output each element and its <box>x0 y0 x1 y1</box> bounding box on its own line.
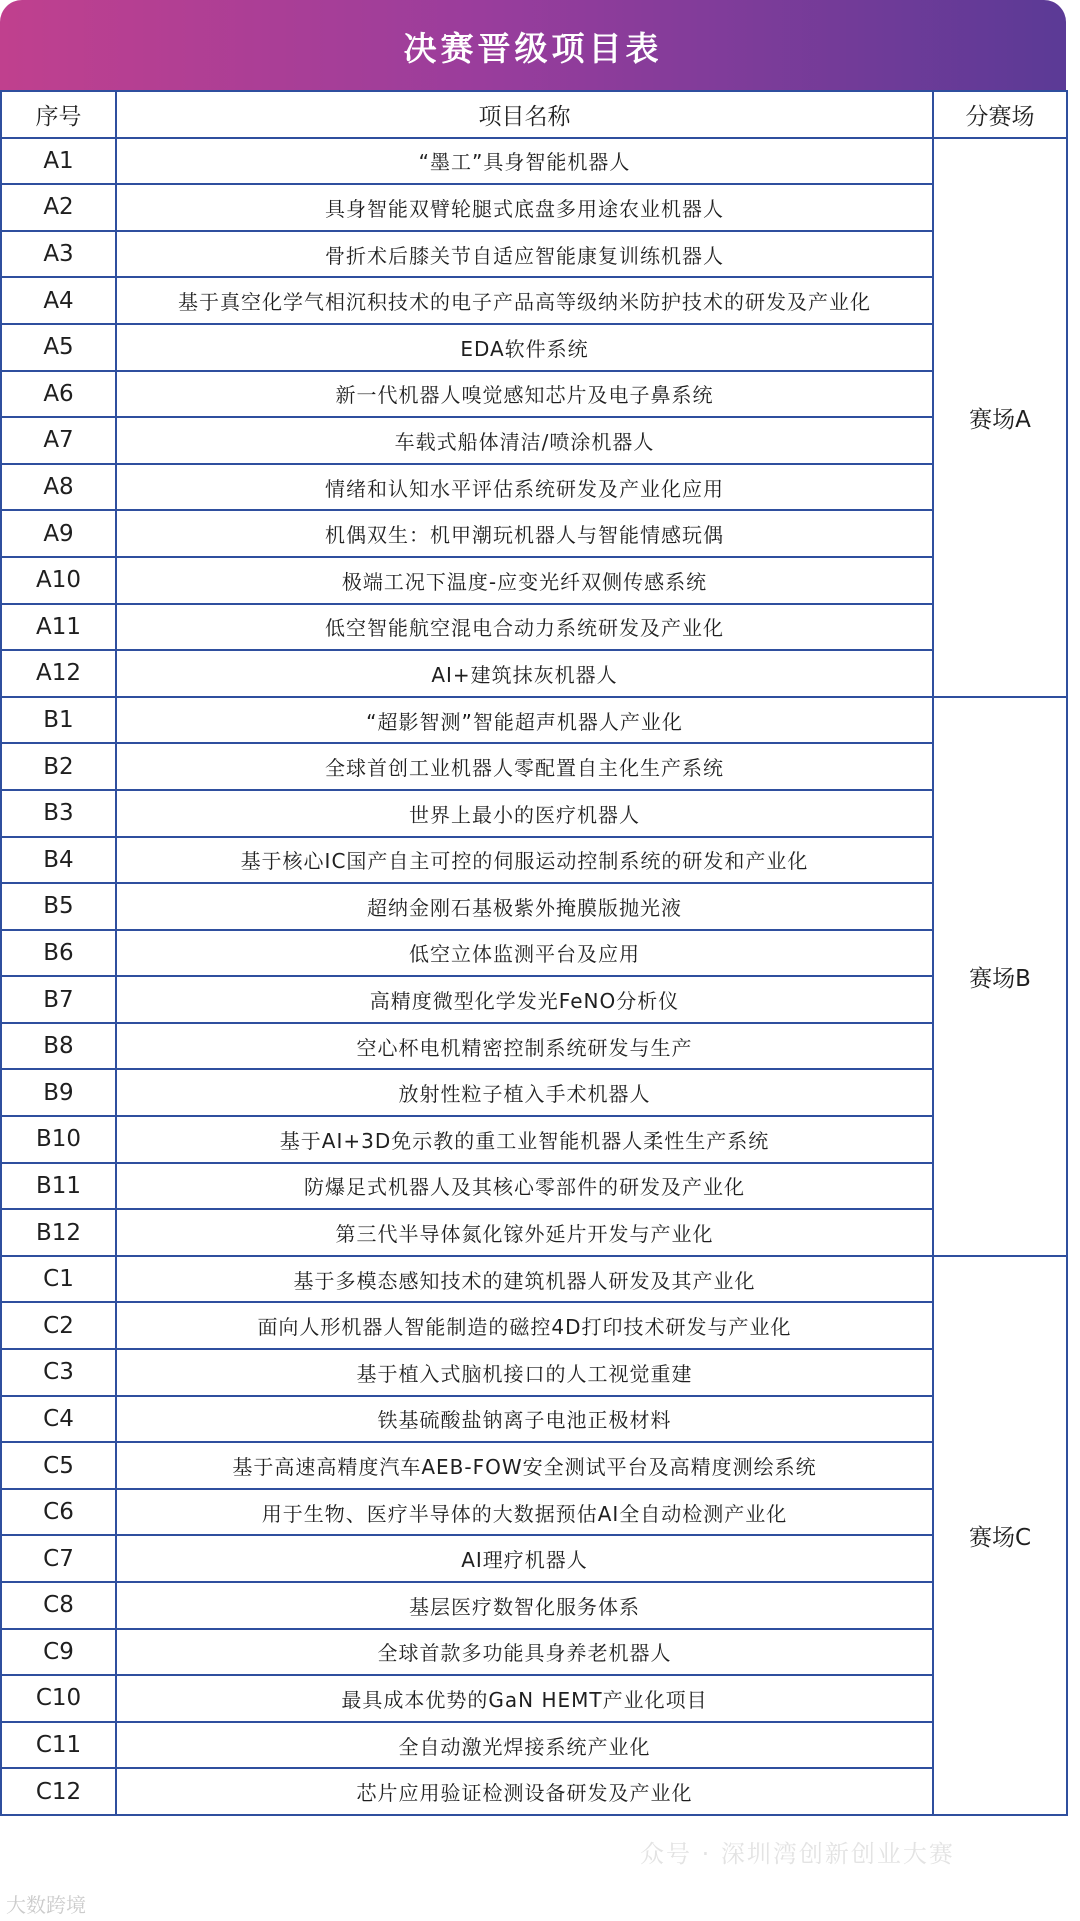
row-project-name: 基于植入式脑机接口的人工视觉重建 <box>116 1349 933 1396</box>
table-row <box>1 1349 1067 1396</box>
venue-cell: 赛场A <box>933 138 1067 697</box>
table-row <box>1 371 1067 418</box>
row-index: A12 <box>1 650 116 697</box>
row-index: C10 <box>1 1675 116 1722</box>
project-table <box>0 90 1068 1816</box>
row-index: A1 <box>1 138 116 185</box>
table-row <box>1 138 1067 185</box>
table-row <box>1 277 1067 324</box>
row-project-name: 高精度微型化学发光FeNO分析仪 <box>116 976 933 1023</box>
table-row <box>1 883 1067 930</box>
row-project-name: EDA软件系统 <box>116 324 933 371</box>
table-row <box>1 790 1067 837</box>
table-row <box>1 557 1067 604</box>
table-row <box>1 1116 1067 1163</box>
table-row <box>1 1023 1067 1070</box>
row-index: A10 <box>1 557 116 604</box>
table-row <box>1 1629 1067 1676</box>
watermark-left: 大数跨境 <box>6 1893 86 1917</box>
row-index: B1 <box>1 697 116 744</box>
row-project-name: 基于AI+3D免示教的重工业智能机器人柔性生产系统 <box>116 1116 933 1163</box>
row-index: A7 <box>1 417 116 464</box>
table-row <box>1 417 1067 464</box>
table-row <box>1 1256 1067 1303</box>
row-index: C11 <box>1 1722 116 1769</box>
row-index: C12 <box>1 1768 116 1815</box>
row-project-name: 面向人形机器人智能制造的磁控4D打印技术研发与产业化 <box>116 1302 933 1349</box>
row-index: C9 <box>1 1629 116 1676</box>
row-index: C4 <box>1 1396 116 1443</box>
row-project-name: 全球首创工业机器人零配置自主化生产系统 <box>116 743 933 790</box>
row-project-name: 铁基硫酸盐钠离子电池正极材料 <box>116 1396 933 1443</box>
table-row <box>1 743 1067 790</box>
row-index: C1 <box>1 1256 116 1303</box>
table-row <box>1 1582 1067 1629</box>
table-row <box>1 464 1067 511</box>
table-row <box>1 1489 1067 1536</box>
row-index: B8 <box>1 1023 116 1070</box>
row-index: A5 <box>1 324 116 371</box>
table-row <box>1 1722 1067 1769</box>
row-project-name: 超纳金刚石基极紫外掩膜版抛光液 <box>116 883 933 930</box>
row-project-name: “超影智测”智能超声机器人产业化 <box>116 697 933 744</box>
row-project-name: 车载式船体清洁/喷涂机器人 <box>116 417 933 464</box>
table-row <box>1 1675 1067 1722</box>
row-index: A6 <box>1 371 116 418</box>
table-row <box>1 930 1067 977</box>
row-project-name: 极端工况下温度-应变光纤双侧传感系统 <box>116 557 933 604</box>
table-row <box>1 650 1067 697</box>
row-project-name: 全自动激光焊接系统产业化 <box>116 1722 933 1769</box>
page-title: 决赛晋级项目表 <box>403 28 663 68</box>
table-row <box>1 1209 1067 1256</box>
row-project-name: 具身智能双臂轮腿式底盘多用途农业机器人 <box>116 184 933 231</box>
row-project-name: 空心杯电机精密控制系统研发与生产 <box>116 1023 933 1070</box>
row-project-name: 情绪和认知水平评估系统研发及产业化应用 <box>116 464 933 511</box>
table-row <box>1 976 1067 1023</box>
row-project-name: 低空立体监测平台及应用 <box>116 930 933 977</box>
row-project-name: AI+建筑抹灰机器人 <box>116 650 933 697</box>
row-index: B4 <box>1 837 116 884</box>
row-index: A2 <box>1 184 116 231</box>
table-row <box>1 231 1067 278</box>
row-project-name: 基于真空化学气相沉积技术的电子产品高等级纳米防护技术的研发及产业化 <box>116 277 933 324</box>
row-index: C8 <box>1 1582 116 1629</box>
table-row <box>1 1535 1067 1582</box>
row-index: B5 <box>1 883 116 930</box>
title-banner <box>0 0 1066 92</box>
watermark-right: 众号 · 深圳湾创新创业大赛 <box>640 1840 955 1868</box>
row-project-name: 低空智能航空混电合动力系统研发及产业化 <box>116 604 933 651</box>
venue-cell: 赛场B <box>933 697 1067 1256</box>
row-project-name: 骨折术后膝关节自适应智能康复训练机器人 <box>116 231 933 278</box>
row-index: A8 <box>1 464 116 511</box>
table-row <box>1 1442 1067 1489</box>
table-row <box>1 837 1067 884</box>
row-index: C2 <box>1 1302 116 1349</box>
table-row <box>1 604 1067 651</box>
row-index: A3 <box>1 231 116 278</box>
row-index: B10 <box>1 1116 116 1163</box>
row-index: A9 <box>1 510 116 557</box>
header-index: 序号 <box>1 91 116 138</box>
venue-cell: 赛场C <box>933 1256 1067 1815</box>
header-venue: 分赛场 <box>933 91 1067 138</box>
row-index: B7 <box>1 976 116 1023</box>
row-index: A4 <box>1 277 116 324</box>
table-header-row <box>1 91 1067 138</box>
row-project-name: 芯片应用验证检测设备研发及产业化 <box>116 1768 933 1815</box>
row-index: C3 <box>1 1349 116 1396</box>
row-project-name: 新一代机器人嗅觉感知芯片及电子鼻系统 <box>116 371 933 418</box>
row-project-name: 机偶双生：机甲潮玩机器人与智能情感玩偶 <box>116 510 933 557</box>
row-project-name: AI理疗机器人 <box>116 1535 933 1582</box>
table-row <box>1 1163 1067 1210</box>
row-project-name: “墨工”具身智能机器人 <box>116 138 933 185</box>
header-project-name: 项目名称 <box>116 91 933 138</box>
row-project-name: 基层医疗数智化服务体系 <box>116 1582 933 1629</box>
table-row <box>1 324 1067 371</box>
row-index: B3 <box>1 790 116 837</box>
row-project-name: 基于高速高精度汽车AEB-FOW安全测试平台及高精度测绘系统 <box>116 1442 933 1489</box>
row-index: B12 <box>1 1209 116 1256</box>
table-row <box>1 1069 1067 1116</box>
row-index: C6 <box>1 1489 116 1536</box>
table-row <box>1 1302 1067 1349</box>
table-row <box>1 1396 1067 1443</box>
row-project-name: 防爆足式机器人及其核心零部件的研发及产业化 <box>116 1163 933 1210</box>
table-row <box>1 184 1067 231</box>
row-index: B9 <box>1 1069 116 1116</box>
row-project-name: 第三代半导体氮化镓外延片开发与产业化 <box>116 1209 933 1256</box>
row-project-name: 全球首款多功能具身养老机器人 <box>116 1629 933 1676</box>
row-index: C5 <box>1 1442 116 1489</box>
row-project-name: 放射性粒子植入手术机器人 <box>116 1069 933 1116</box>
table-body <box>1 138 1067 1815</box>
row-index: B6 <box>1 930 116 977</box>
table-row <box>1 697 1067 744</box>
row-project-name: 最具成本优势的GaN HEMT产业化项目 <box>116 1675 933 1722</box>
row-index: B11 <box>1 1163 116 1210</box>
row-index: B2 <box>1 743 116 790</box>
row-project-name: 世界上最小的医疗机器人 <box>116 790 933 837</box>
table-row <box>1 1768 1067 1815</box>
row-project-name: 用于生物、医疗半导体的大数据预估AI全自动检测产业化 <box>116 1489 933 1536</box>
row-index: C7 <box>1 1535 116 1582</box>
row-index: A11 <box>1 604 116 651</box>
row-project-name: 基于核心IC国产自主可控的伺服运动控制系统的研发和产业化 <box>116 837 933 884</box>
table-row <box>1 510 1067 557</box>
row-project-name: 基于多模态感知技术的建筑机器人研发及其产业化 <box>116 1256 933 1303</box>
